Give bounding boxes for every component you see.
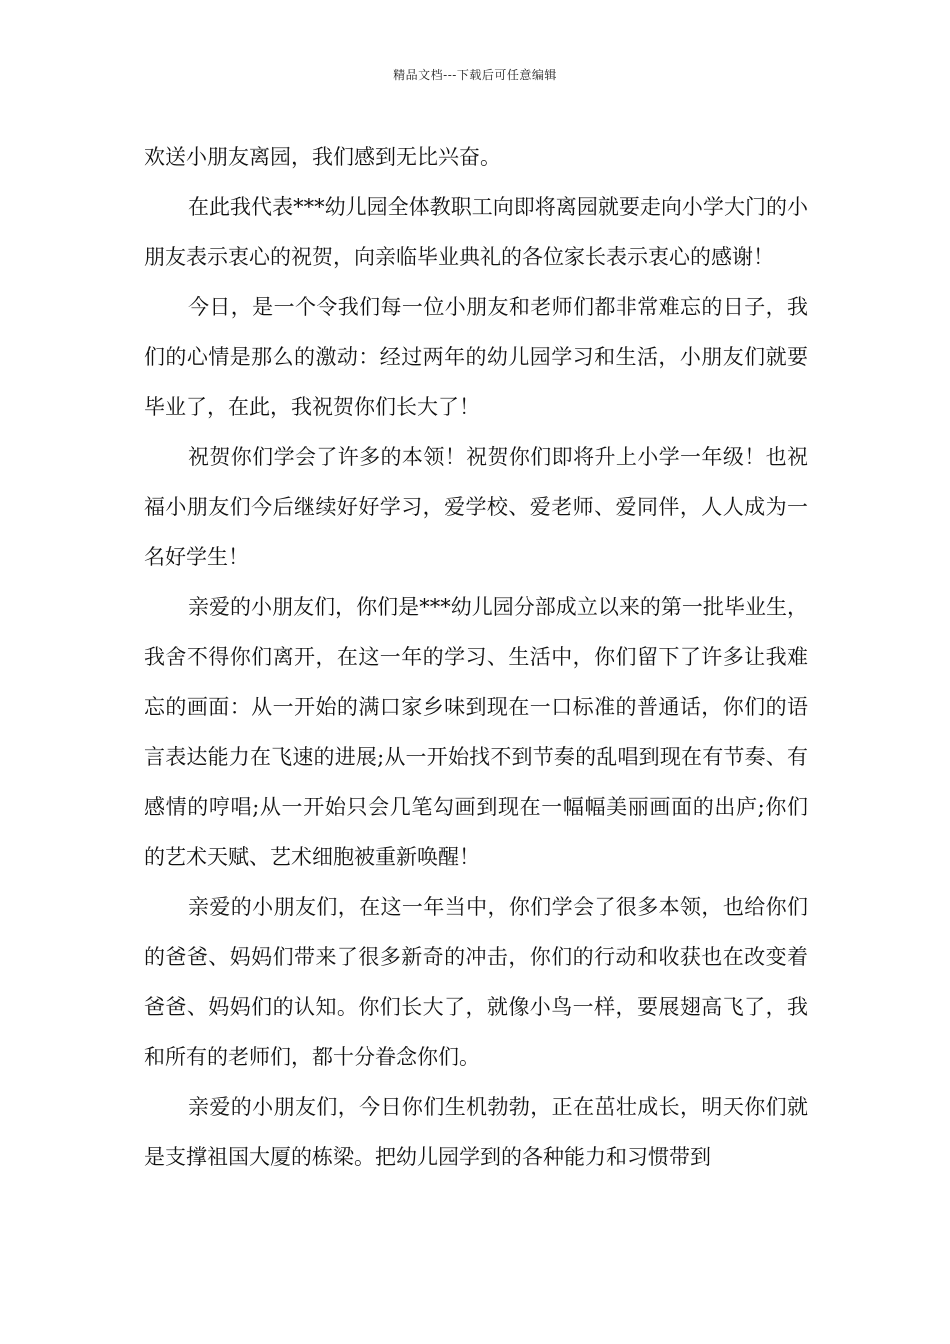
paragraph: 亲爱的小朋友们，你们是***幼儿园分部成立以来的第一批毕业生，我舍不得你们离开，在这一年的学习、生活中，你们留下了许多让我难忘的画面：从一开始的满口家乡味到现在一口标准的普通话，你们的语言表达能力在飞速的进展;从一开始找不到节奏的乱唱到现在有节奏、有感情的哼唱;从一开始只会几笔勾画到现在一幅幅美丽画面的出庐;你们的艺术天赋、艺术细胞被重新唤醒！ — [144, 595, 808, 869]
paragraph: 亲爱的小朋友们，今日你们生机勃勃，正在茁壮成长，明天你们就是支撑祖国大厦的栋梁。把幼儿园学到的各种能力和习惯带到 — [144, 1095, 808, 1169]
paragraph: 今日，是一个令我们每一位小朋友和老师们都非常难忘的日子，我们的心情是那么的激动：经过两年的幼儿园学习和生活，小朋友们就要毕业了，在此，我祝贺你们长大了！ — [144, 295, 808, 419]
paragraph: 欢送小朋友离园，我们感到无比兴奋。 — [144, 145, 501, 169]
paragraph: 祝贺你们学会了许多的本领！祝贺你们即将升上小学一年级！也祝福小朋友们今后继续好好学习，爱学校、爱老师、爱同伴，人人成为一名好学生！ — [144, 445, 808, 569]
paragraph: 亲爱的小朋友们，在这一年当中，你们学会了很多本领，也给你们的爸爸、妈妈们带来了很多新奇的冲击，你们的行动和收获也在改变着爸爸、妈妈们的认知。你们长大了，就像小鸟一样，要展翅高飞了，我和所有的老师们，都十分眷念你们。 — [144, 895, 808, 1069]
document-body — [144, 132, 808, 1182]
paragraph: 在此我代表***幼儿园全体教职工向即将离园就要走向小学大门的小朋友表示衷心的祝贺，向亲临毕业典礼的各位家长表示衷心的感谢！ — [144, 195, 808, 269]
page-header: 精品文档---下载后可任意编辑 — [393, 68, 557, 82]
